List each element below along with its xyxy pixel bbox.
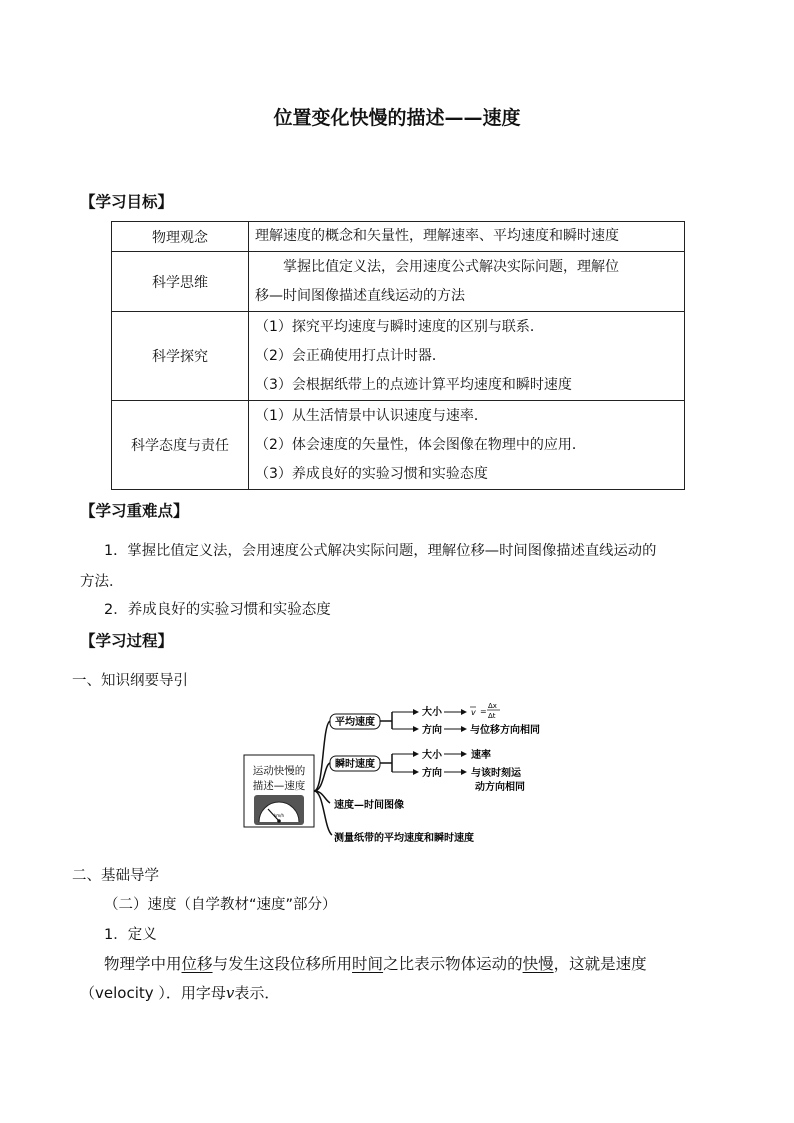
section-2-title: 二、基础导学 [72, 868, 159, 884]
process-heading: 【学习过程】 [80, 632, 174, 650]
svg-text:v: v [471, 708, 476, 717]
inst-direction-text-2: 动方向相同 [475, 782, 525, 793]
goals-row [112, 222, 685, 252]
goals-line: （3）会根据纸带上的点迹计算平均速度和瞬时速度 [255, 376, 572, 393]
inst-size-text: 速率 [471, 750, 491, 761]
goals-row [112, 401, 685, 490]
svg-text:Δx: Δx [488, 702, 497, 710]
inst-speed-label: 瞬时速度 [335, 759, 375, 770]
diagram-root-line1: 运动快慢的 [252, 765, 306, 777]
def-text: 表示． [234, 984, 280, 1002]
def-variable-v: v [225, 984, 235, 1002]
def-text: （velocity ）．用字母 [80, 984, 226, 1002]
goals-row [112, 312, 685, 401]
gauge-unit: km/h [273, 813, 285, 818]
goals-key: 科学态度与责任 [112, 401, 249, 490]
def-term-displacement: 位移 [181, 955, 213, 973]
diagram-root-line2: 描述—速度 [252, 780, 306, 792]
avg-speed-formula [470, 702, 500, 720]
subsection-title: （二）速度（自学教材“速度”部分） [104, 897, 337, 913]
key-point-1-cont: 方法． [80, 574, 124, 590]
goals-key: 物理观念 [112, 222, 249, 252]
avg-direction-text: 与位移方向相同 [470, 725, 540, 736]
goals-value [249, 401, 685, 490]
definition-line-2 [80, 982, 279, 1003]
definition-heading: 1．定义 [104, 927, 157, 943]
key-point-2: 2．养成良好的实验习惯和实验态度 [104, 602, 331, 618]
vt-graph-label: 速度—时间图像 [334, 800, 404, 811]
goals-value [249, 222, 685, 252]
goals-line: （3）养成良好的实验习惯和实验态度 [255, 465, 488, 482]
goals-table [111, 221, 685, 490]
section-1-title: 一、知识纲要导引 [72, 673, 188, 689]
goals-line: 移—时间图像描述直线运动的方法 [255, 287, 465, 304]
definition-line-1 [104, 952, 647, 974]
goals-line: 理解速度的概念和矢量性，理解速率、平均速度和瞬时速度 [255, 228, 619, 244]
avg-direction-label: 方向 [422, 725, 442, 736]
def-text: 与发生这段位移所用 [212, 955, 353, 973]
page-title: 位置变化快慢的描述——速度 [273, 107, 521, 129]
speedometer-icon [254, 795, 304, 825]
goals-value [249, 312, 685, 401]
goals-line: 掌握比值定义法，会用速度公式解决实际问题，理解位 [255, 258, 619, 275]
goals-row [112, 252, 685, 312]
goals-line: （2）会正确使用打点计时器． [255, 347, 446, 364]
def-text: 物理学中用 [104, 955, 182, 973]
def-text: ，这就是速度 [553, 955, 647, 973]
svg-text:Δt: Δt [488, 712, 496, 720]
svg-text:=: = [480, 707, 487, 716]
def-term-speed: 快慢 [522, 955, 554, 973]
goals-line: （2）体会速度的矢量性，体会图像在物理中的应用． [255, 436, 586, 453]
avg-size-label: 大小 [422, 707, 442, 718]
def-text: 之比表示物体运动的 [383, 955, 523, 973]
knowledge-diagram [230, 695, 560, 850]
goals-key: 科学思维 [112, 252, 249, 312]
def-term-time: 时间 [352, 955, 384, 973]
inst-direction-label: 方向 [422, 768, 442, 779]
goals-value [249, 252, 685, 312]
goals-line: （1）从生活情景中认识速度与速率． [255, 407, 488, 424]
goals-line: （1）探究平均速度与瞬时速度的区别与联系． [255, 318, 544, 335]
goals-heading: 【学习目标】 [80, 193, 174, 211]
inst-direction-text-1: 与该时刻运 [471, 768, 521, 779]
branch-line [314, 791, 332, 835]
avg-speed-label: 平均速度 [335, 717, 375, 728]
tape-measure-label: 测量纸带的平均速度和瞬时速度 [334, 833, 474, 844]
key-point-1: 1．掌握比值定义法，会用速度公式解决实际问题，理解位移—时间图像描述直线运动的 [104, 543, 657, 559]
goals-key: 科学探究 [112, 312, 249, 401]
key-heading: 【学习重难点】 [80, 502, 189, 520]
inst-size-label: 大小 [422, 750, 442, 761]
